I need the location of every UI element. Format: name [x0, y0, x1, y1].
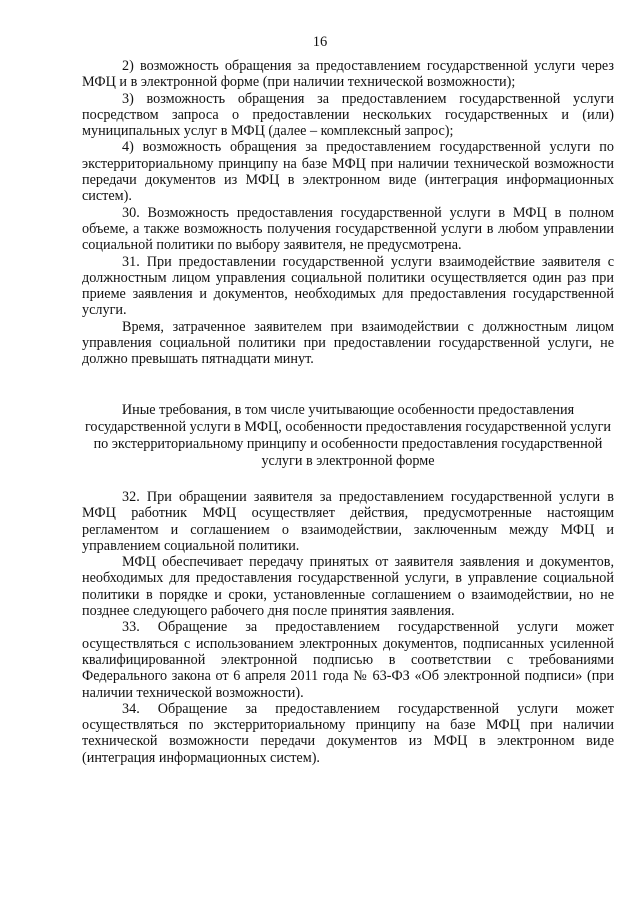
- paragraph: 3) возможность обращения за предоставлением государственной услуги посредством запроса о предоставлении нескольких государственных и (или) муниципальных услуг в МФЦ (далее – комплексный запрос);: [82, 90, 614, 140]
- paragraph: 33. Обращение за предоставлением государственной услуги может осуществляться с использованием электронных документов, подписанных усиленной квалифицированной электронной подписью в соответствии с требованиями Федерального закона от 6 апреля 2011 года № 63-ФЗ «Об электронной подписи» (при наличии технической возможности).: [82, 619, 614, 701]
- paragraph: 32. При обращении заявителя за предоставлением государственной услуги в МФЦ работник МФЦ осуществляет действия, предусмотренные настоящим регламентом и соглашением о взаимодействии, заключенным между МФЦ и управлением социальной политики.: [82, 489, 614, 554]
- paragraph: 31. При предоставлении государственной услуги взаимодействие заявителя с должностным лицом управления социальной политики осуществляется один раз при приеме заявления и документов, необходимых для предоставления государственной услуги.: [82, 253, 614, 319]
- paragraph: 34. Обращение за предоставлением государственной услуги может осуществляться по экстерриториальному принципу на базе МФЦ при наличии технической возможности передачи документов из МФЦ в электронном виде (интеграция информационных систем).: [82, 700, 614, 766]
- page-number: 16: [312, 34, 328, 50]
- paragraph: 2) возможность обращения за предоставлением государственной услуги через МФЦ и в электронной форме (при наличии технической возможности);: [82, 58, 614, 91]
- body-text-bottom: [82, 489, 614, 766]
- body-text-top: [82, 58, 614, 368]
- section-heading: Иные требования, в том числе учитывающие особенности предоставления государственной услуги в МФЦ, особенности предоставления государственной услуги по экстерриториальному принципу и особенности предоставления государственной услуги в электронной форме: [84, 402, 612, 469]
- paragraph: Время, затраченное заявителем при взаимодействии с должностным лицом управления социальной политики при предоставлении государственной услуги, не должно превышать пятнадцати минут.: [82, 318, 614, 368]
- paragraph: 4) возможность обращения за предоставлением государственной услуги по экстерриториальному принципу на базе МФЦ при наличии технической возможности передачи документов из МФЦ в электронном виде (интеграция информационных систем).: [82, 139, 614, 205]
- paragraph: МФЦ обеспечивает передачу принятых от заявителя заявления и документов, необходимых для предоставления государственной услуги, в управление социальной политики в порядке и сроки, установленные соглашением о взаимодействии, но не позднее следующего рабочего дня после принятия заявления.: [82, 554, 614, 620]
- paragraph: 30. Возможность предоставления государственной услуги в МФЦ в полном объеме, а также возможность получения государственной услуги в любом управлении социальной политики по выбору заявителя, не предусмотрена.: [82, 204, 614, 254]
